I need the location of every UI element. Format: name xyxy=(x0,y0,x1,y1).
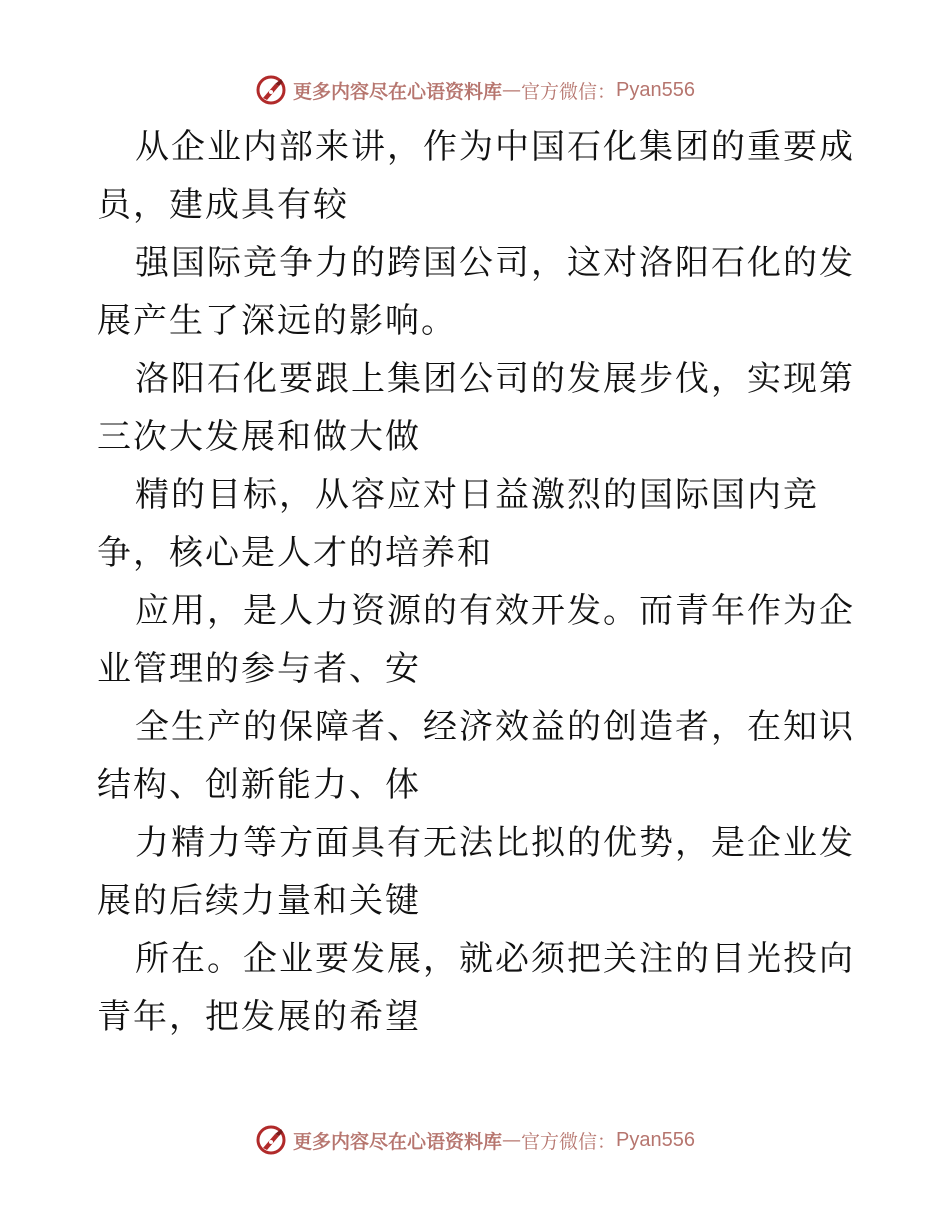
document-body xyxy=(97,118,857,1046)
pen-nib-logo-icon xyxy=(255,1124,287,1156)
footer-brand-text: 更多内容尽在心语资料库 xyxy=(293,1130,503,1153)
paragraph: 从企业内部来讲，作为中国石化集团的重要成员，建成具有较 xyxy=(97,127,855,225)
pen-nib-logo-icon xyxy=(255,74,287,106)
header-dash: — xyxy=(502,79,522,101)
paragraph: 应用，是人力资源的有效开发。而青年作为企业管理的参与者、安 xyxy=(97,591,855,689)
header-official-label: 官方微信： xyxy=(521,80,617,103)
header-banner xyxy=(0,70,950,110)
paragraph: 所在。企业要发展，就必须把关注的目光投向青年，把发展的希望 xyxy=(97,939,855,1037)
paragraph: 精的目标，从容应对日益激烈的国际国内竞争，核心是人才的培养和 xyxy=(97,475,819,573)
paragraph: 洛阳石化要跟上集团公司的发展步伐，实现第三次大发展和做大做 xyxy=(97,359,855,457)
footer-official-label: 官方微信： xyxy=(521,1130,617,1153)
paragraph: 强国际竞争力的跨国公司，这对洛阳石化的发展产生了深远的影响。 xyxy=(97,243,855,341)
header-brand-text: 更多内容尽在心语资料库 xyxy=(293,80,503,103)
paragraph: 力精力等方面具有无法比拟的优势，是企业发展的后续力量和关键 xyxy=(97,823,855,921)
footer-wechat-id: Pyan556 xyxy=(616,1128,695,1151)
footer-banner xyxy=(0,1120,950,1160)
paragraph: 全生产的保障者、经济效益的创造者，在知识结构、创新能力、体 xyxy=(97,707,855,805)
footer-dash: — xyxy=(502,1129,522,1151)
header-wechat-id: Pyan556 xyxy=(616,78,695,101)
